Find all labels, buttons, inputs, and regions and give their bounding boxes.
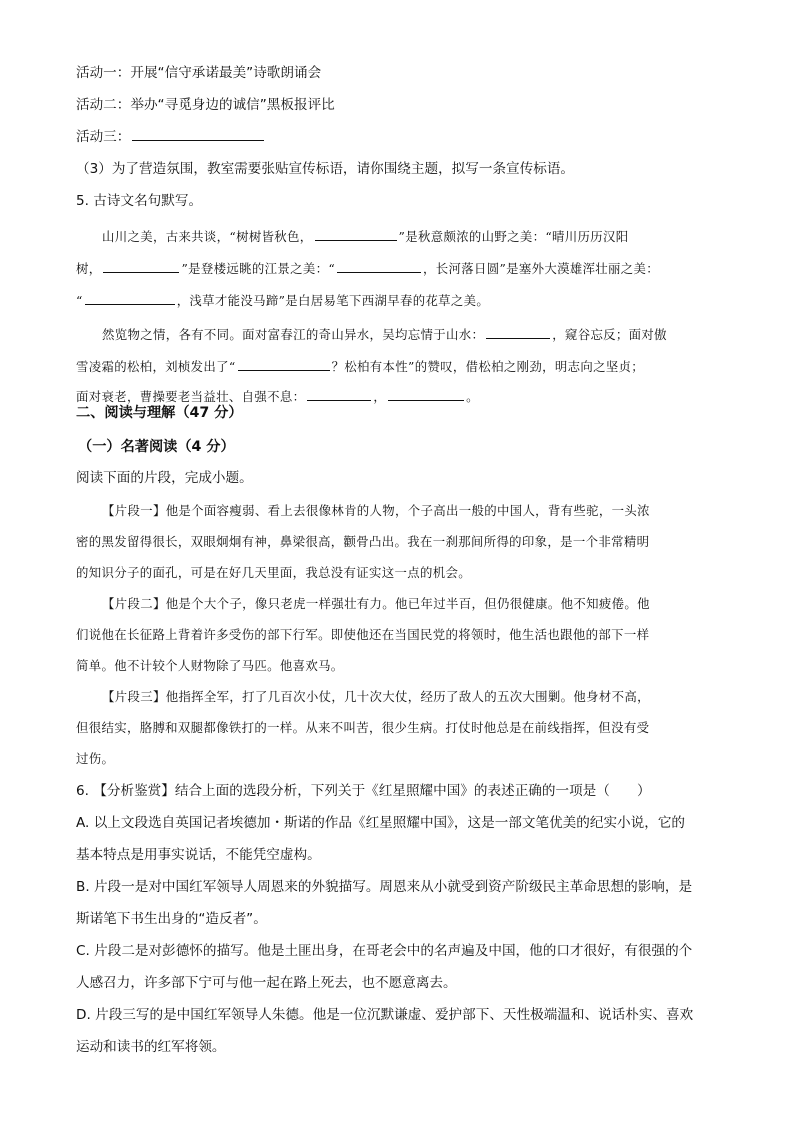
poem-blank-8[interactable]: [388, 388, 464, 401]
poem-text: 。: [466, 389, 479, 404]
reading-intro: 阅读下面的片段，完成小题。: [76, 470, 253, 486]
poem-blank-2[interactable]: [103, 260, 179, 273]
poem-line-2: [76, 254, 659, 284]
poem-text: ，长河落日圆”是塞外大漠雄浑壮丽之美：: [423, 261, 660, 276]
fragment-3-line-3: 过伤。: [76, 751, 115, 766]
fragment-3-line-1: 【片段三】他指挥全军，打了几百次小仗，几十次大仗，经历了敌人的五次大围剿。他身材不高，: [102, 689, 650, 704]
poem-blank-3[interactable]: [337, 260, 421, 273]
activity-1: 活动一：开展“信守承诺最美”诗歌朗诵会: [76, 65, 322, 81]
poem-line-3: [76, 286, 489, 316]
poem-text: 雪凌霜的松柏，刘桢发出了“: [76, 359, 236, 374]
poem-text: ，: [373, 389, 387, 404]
fragment-1-line-2: 密的黑发留得很长，双眼炯炯有神，鼻梁很高，颧骨凸出。我在一刹那间所得的印象，是一个非常精明: [76, 534, 650, 549]
poem-text: ”是登楼远眺的江景之美：“: [181, 261, 335, 276]
option-c-line-1[interactable]: C. 片段二是对彭德怀的描写。他是土匪出身，在哥老会中的名声遍及中国，他的口才很好，有很强的个: [76, 943, 693, 959]
poem-line-4: [76, 320, 667, 350]
fragment-2-line-3: 简单。他不计较个人财物除了马匹。他喜欢马。: [76, 658, 344, 673]
subsection-1-title: （一）名著阅读（4 分）: [78, 439, 235, 455]
fragment-3-line-2: 但很结实，胳膊和双腿都像铁打的一样。从来不叫苦，很少生病。打仗时他总是在前线指挥，但没有受: [76, 720, 650, 735]
question-5-title: 5. 古诗文名句默写。: [76, 193, 203, 209]
question-3: （3）为了营造氛围，教室需要张贴宣传标语，请你围绕主题，拟写一条宣传标语。: [76, 161, 575, 177]
poem-line-5: [76, 352, 644, 382]
fragment-2-line-1: 【片段二】他是个大个子，像只老虎一样强壮有力。他已年过半百，但仍很健康。他不知疲倦。他: [102, 596, 650, 611]
poem-text: ？松柏有本性”的赞叹，借松柏之刚劲，明志向之坚贞；: [331, 359, 645, 374]
option-b-line-2: 斯诺笔下书生出身的“造反者”。: [76, 911, 267, 927]
option-d-line-1[interactable]: D. 片段三写的是中国红军领导人朱德。他是一位沉默谦虚、爱护部下、天性极端温和、说话朴实、喜欢: [76, 1007, 694, 1023]
fragment-1-line-1: 【片段一】他是个面容瘦弱、看上去很像林肯的人物，个子高出一般的中国人，背有些驼，一头浓: [102, 503, 650, 518]
poem-text: “: [76, 293, 83, 308]
option-a-line-2: 基本特点是用事实说话，不能凭空虚构。: [76, 847, 321, 863]
poem-blank-7[interactable]: [307, 388, 371, 401]
option-c-line-2: 人感召力，许多部下宁可与他一起在路上死去，也不愿意离去。: [76, 975, 457, 991]
question-6-stem: 6. 【分析鉴赏】结合上面的选段分析，下列关于《红星照耀中国》的表述正确的一项是（ ）: [76, 783, 651, 799]
activity-3-label: 活动三：: [76, 129, 131, 145]
option-d-line-2: 运动和读书的红军将领。: [76, 1039, 226, 1055]
option-a-line-1[interactable]: A. 以上文段选自英国记者埃德加・斯诺的作品《红星照耀中国》，这是一部文笔优美的纪实小说，它的: [76, 815, 686, 831]
fragment-2-line-2: 们说他在长征路上背着许多受伤的部下行军。即使他还在当国民党的将领时，他生活也跟他的部下一样: [76, 627, 650, 642]
poem-text: 然览物之情，各有不同。面对富春江的奇山异水，吴均忘情于山水：: [102, 327, 485, 342]
poem-blank-5[interactable]: [486, 326, 550, 339]
poem-text: 面对衰老，曹操要老当益壮、自强不息：: [76, 389, 306, 404]
activity-3-blank[interactable]: [132, 128, 264, 141]
poem-blank-1[interactable]: [315, 228, 397, 241]
poem-blank-4[interactable]: [85, 292, 175, 305]
fragment-1-line-3: 的知识分子的面孔，可是在好几天里面，我总没有证实这一点的机会。: [76, 565, 471, 580]
poem-text: ，窥谷忘反；面对傲: [552, 327, 667, 342]
section-2-title: 二、阅读与理解（47 分）: [76, 405, 243, 421]
poem-text: 山川之美，古来共谈，“树树皆秋色，: [102, 229, 313, 244]
poem-text: ，浅草才能没马蹄”是白居易笔下西湖早春的花草之美。: [176, 293, 490, 308]
poem-blank-6[interactable]: [238, 358, 330, 371]
poem-text: 树，: [76, 261, 102, 276]
activity-2: 活动二：举办“寻觅身边的诚信”黑板报评比: [76, 97, 335, 113]
option-b-line-1[interactable]: B. 片段一是对中国红军领导人周恩来的外貌描写。周恩来从小就受到资产阶级民主革命思想的影响，是: [76, 879, 693, 895]
poem-text: ”是秋意颇浓的山野之美：“晴川历历汉阳: [398, 229, 629, 244]
activity-3: [76, 122, 266, 152]
poem-line-1: [76, 222, 629, 252]
